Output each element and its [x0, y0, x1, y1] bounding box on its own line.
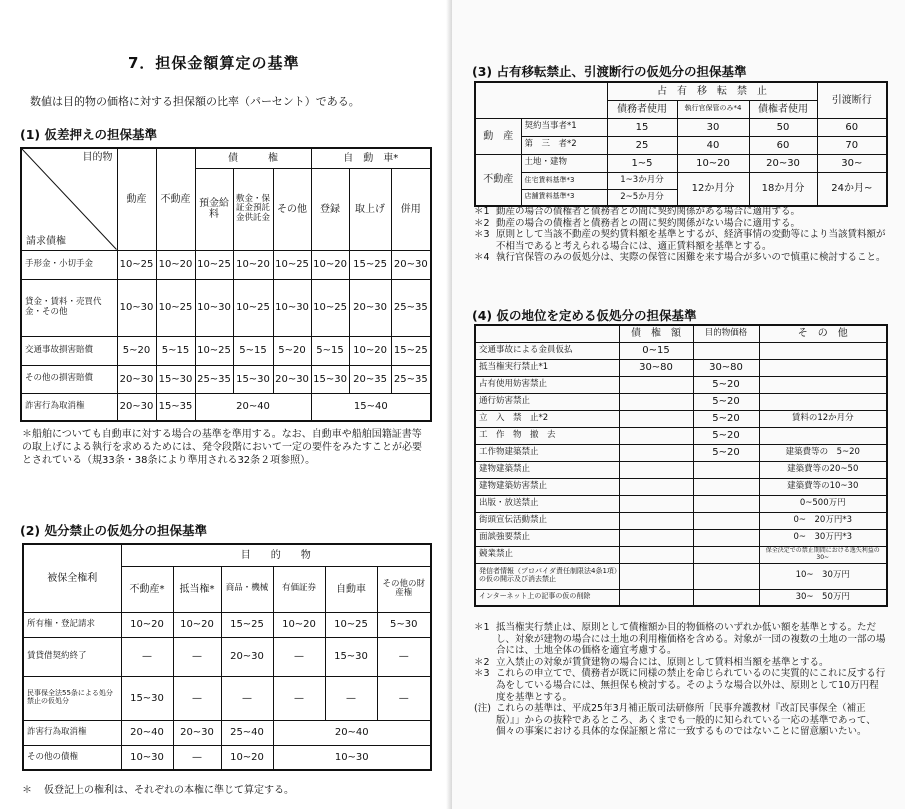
row-label: 占有使用妨害禁止 — [475, 376, 619, 393]
table-row — [475, 444, 887, 461]
cell — [619, 444, 693, 461]
header-col: 有価証券 — [273, 566, 325, 612]
table-row — [21, 250, 431, 279]
header-toroku: 登録 — [311, 168, 349, 250]
cell: 30 — [677, 118, 749, 136]
cell: 0~ 30万円*3 — [759, 529, 887, 546]
section4-heading: (4) 仮の地位を定める仮処分の担保基準 — [472, 308, 697, 323]
section4-notes — [474, 622, 886, 738]
header-sonota: その他 — [273, 168, 311, 250]
cell: 70 — [817, 136, 887, 154]
header-yokin: 預金給料 — [195, 168, 233, 250]
cell: 40 — [677, 136, 749, 154]
table-row — [475, 342, 887, 359]
group-label-dosan: 動 産 — [475, 118, 521, 154]
cell — [759, 427, 887, 444]
row-label: 手形金・小切手金 — [21, 250, 117, 279]
note-item — [474, 622, 886, 657]
header-hihozen: 被保全権利 — [23, 544, 121, 612]
cell: 18か月分 — [749, 172, 817, 206]
cell: 賃料の12か月分 — [759, 410, 887, 427]
table-row — [475, 461, 887, 478]
note-item — [474, 252, 886, 264]
note-text: 動産の場合の債権者と債務者との間に契約関係がある場合に適用する。 — [496, 206, 801, 217]
cell: 30~80 — [619, 359, 693, 376]
cell — [619, 393, 693, 410]
cell: 15 — [607, 118, 677, 136]
cell: 10~30 — [273, 279, 311, 336]
cell: 20~30 — [221, 637, 273, 676]
note-text: 執行官保管のみの仮処分は、実際の保管に困難を来す場合が多いので慎重に検討すること。 — [496, 252, 886, 264]
cell: 10~25 — [233, 279, 273, 336]
cell: — — [325, 676, 377, 720]
cell: 10~20 — [311, 250, 349, 279]
cell — [619, 410, 693, 427]
header-saiken: 債 権 — [195, 148, 311, 168]
table-row — [475, 393, 887, 410]
page-title: 7．担保金額算定の基準 — [128, 54, 300, 72]
cell: 25~35 — [391, 365, 431, 393]
table-row — [23, 637, 431, 676]
table-row — [21, 336, 431, 365]
cell — [619, 495, 693, 512]
header-col: 商品・機械 — [221, 566, 273, 612]
cell: — — [221, 676, 273, 720]
cell: 10~20 — [349, 336, 391, 365]
cell — [693, 563, 759, 589]
cell: 5~20 — [693, 393, 759, 410]
cell — [693, 589, 759, 606]
cell: 5~15 — [156, 336, 195, 365]
note-item — [474, 657, 886, 669]
cell — [693, 529, 759, 546]
row-label: 賃貸借契約終了 — [23, 637, 121, 676]
cell — [619, 427, 693, 444]
cell — [759, 393, 887, 410]
section1-heading: (1) 仮差押えの担保基準 — [20, 127, 157, 142]
header-mokuteki: 目的物価格 — [693, 325, 759, 342]
cell: 10~ 30万円 — [759, 563, 887, 589]
header-dosan: 動産 — [117, 148, 156, 250]
note-mark: (注) — [474, 703, 491, 715]
cell: 10~30 — [117, 279, 156, 336]
cell: 10~25 — [117, 250, 156, 279]
cell: 2~5か月分 — [607, 189, 677, 206]
cell — [693, 512, 759, 529]
corner-top-label: 目的物 — [82, 152, 113, 163]
cell: 10~25 — [195, 336, 233, 365]
cell: 20~30 — [117, 393, 156, 421]
corner-cell — [475, 325, 619, 342]
row-label: 通行妨害禁止 — [475, 393, 619, 410]
cell: 20~40 — [195, 393, 311, 421]
table-row — [475, 172, 887, 189]
header-toriage: 取上げ — [349, 168, 391, 250]
section2-note — [22, 784, 430, 797]
cell: 20~40 — [273, 720, 431, 745]
table-row — [475, 563, 887, 589]
cell: 30~ — [817, 154, 887, 172]
cell — [693, 461, 759, 478]
row-label: 民事保全法55条による処分禁止の仮処分 — [23, 676, 121, 720]
cell: 保全決定での禁止期間における逸失利益の30~ — [759, 546, 887, 563]
table-row — [21, 279, 431, 336]
row-label: 店舗賃料基準*3 — [521, 189, 607, 206]
header-fudosan: 不動産 — [156, 148, 195, 250]
disposition-prohibition-table — [22, 543, 432, 771]
cell: — — [273, 637, 325, 676]
cell: 20~30 — [349, 279, 391, 336]
cell: 25~40 — [221, 720, 273, 745]
table-row — [475, 154, 887, 172]
table-row — [23, 612, 431, 637]
note-text: 仮登記上の権利は、それぞれの本権に準じて算定する。 — [44, 785, 294, 796]
corner-cell — [21, 148, 117, 250]
section3-heading: (3) 占有移転禁止、引渡断行の仮処分の担保基準 — [472, 64, 747, 79]
note-item — [474, 668, 886, 703]
cell: 15~40 — [311, 393, 431, 421]
note-text: 動産の場合の債権者と債務者との間に契約関係がない場合に適用する。 — [496, 217, 801, 229]
possession-transfer-table — [474, 81, 888, 207]
row-label: 発信者情報（プロバイダ責任制限法4条1項）の仮の開示及び消去禁止 — [475, 563, 619, 589]
cell: 10~25 — [325, 612, 377, 637]
note-mark: ＊3 — [474, 668, 490, 680]
cell — [693, 546, 759, 563]
row-label: 建物建築妨害禁止 — [475, 478, 619, 495]
cell: 20~35 — [349, 365, 391, 393]
cell: 10~20 — [221, 745, 273, 770]
cell — [619, 546, 693, 563]
cell: 30~ 50万円 — [759, 589, 887, 606]
cell: 10~25 — [311, 279, 349, 336]
note-text: これらの申立てで、債務者が既に同様の禁止を命じられているのに実質的にこれに反する行為をしている場合には、無担保も検討する。そのような場合以外は、原則として10万円程度を基準とする。 — [496, 668, 886, 703]
cell: 10~25 — [156, 279, 195, 336]
note-mark: ＊2 — [474, 656, 490, 668]
table-row — [475, 478, 887, 495]
cell: 建築費等の20~50 — [759, 461, 887, 478]
note-item — [474, 229, 886, 252]
cell: 10~20 — [156, 250, 195, 279]
cell: 5~20 — [273, 336, 311, 365]
provisional-status-table — [474, 324, 888, 607]
cell: 1~3か月分 — [607, 172, 677, 189]
row-label: その他の損害賠償 — [21, 365, 117, 393]
cell: 25~35 — [195, 365, 233, 393]
note-mark: ＊3 — [474, 229, 490, 241]
cell: 5~20 — [117, 336, 156, 365]
row-label: 交通事故損害賠償 — [21, 336, 117, 365]
cell: 5~20 — [693, 427, 759, 444]
cell — [693, 478, 759, 495]
cell: 15~25 — [349, 250, 391, 279]
cell: 建築費等の10~30 — [759, 478, 887, 495]
cell — [619, 589, 693, 606]
row-label: 街頭宣伝活動禁止 — [475, 512, 619, 529]
cell: 24か月~ — [817, 172, 887, 206]
lead-text: 数値は目的物の価格に対する担保額の比率（パーセント）である。 — [30, 95, 360, 108]
row-label: 住宅賃料基準*3 — [521, 172, 607, 189]
cell: — — [377, 676, 431, 720]
note-text: 立入禁止の対象が賃貸建物の場合には、原則として賃料相当額を基準とする。 — [496, 656, 829, 668]
cell: 建築費等の 5~20 — [759, 444, 887, 461]
header-col: 不動産* — [121, 566, 173, 612]
table-row — [23, 676, 431, 720]
row-label: 所有権・登記請求 — [23, 612, 121, 637]
row-label: 建物建築禁止 — [475, 461, 619, 478]
cell — [759, 359, 887, 376]
header-saikensha: 債権者使用 — [749, 100, 817, 118]
header-jidosha: 自 動 車* — [311, 148, 431, 168]
corner-bottom-label: 請求債権 — [26, 235, 66, 247]
cell: 50 — [749, 118, 817, 136]
cell: 10~20 — [677, 154, 749, 172]
row-label: 貸金・賃料・売買代金・その他 — [21, 279, 117, 336]
cell: — — [173, 676, 221, 720]
section2-heading: (2) 処分禁止の仮処分の担保基準 — [20, 523, 207, 538]
cell: 10~20 — [233, 250, 273, 279]
table-row — [23, 720, 431, 745]
table-row — [475, 512, 887, 529]
corner-cell — [475, 82, 607, 118]
cell: 15~25 — [391, 336, 431, 365]
note-item — [474, 703, 886, 738]
row-label: その他の債権 — [23, 745, 121, 770]
row-label: 詐害行為取消権 — [21, 393, 117, 421]
cell: 20~30 — [749, 154, 817, 172]
cell: 25 — [607, 136, 677, 154]
row-label: 交通事故による金員仮払 — [475, 342, 619, 359]
cell: 20~40 — [121, 720, 173, 745]
cell: 5~20 — [693, 410, 759, 427]
row-label: 立 入 禁 止*2 — [475, 410, 619, 427]
cell — [759, 376, 887, 393]
cell: 10~20 — [173, 612, 221, 637]
table-row — [475, 376, 887, 393]
cell: 5~15 — [233, 336, 273, 365]
cell: 60 — [749, 136, 817, 154]
header-saimusha: 債務者使用 — [607, 100, 677, 118]
table-row — [475, 427, 887, 444]
row-label: 工作物建築禁止 — [475, 444, 619, 461]
cell: 20~30 — [117, 365, 156, 393]
header-heiyo: 併用 — [391, 168, 431, 250]
cell: 5~20 — [693, 444, 759, 461]
row-label: 土地・建物 — [521, 154, 607, 172]
cell: 60 — [817, 118, 887, 136]
row-label: 面談強要禁止 — [475, 529, 619, 546]
provisional-attachment-table — [20, 147, 432, 422]
table-row — [475, 359, 887, 376]
note-mark: ＊1 — [474, 622, 490, 633]
cell: 10~30 — [195, 279, 233, 336]
table-row — [475, 136, 887, 154]
row-label: インターネット上の記事の仮の削除 — [475, 589, 619, 606]
cell: 25~35 — [391, 279, 431, 336]
note-mark: ＊4 — [474, 252, 490, 264]
left-page — [0, 0, 452, 809]
table-row — [23, 745, 431, 770]
row-label: 第 三 者*2 — [521, 136, 607, 154]
cell: 20~30 — [173, 720, 221, 745]
header-mokuteki: 目 的 物 — [121, 544, 431, 566]
cell: 15~30 — [311, 365, 349, 393]
header-kingin: 敷金・保証金預託金供託金 — [233, 168, 273, 250]
cell: 0~ 20万円*3 — [759, 512, 887, 529]
row-label: 詐害行為取消権 — [23, 720, 121, 745]
header-col: 自動車 — [325, 566, 377, 612]
header-col: 抵当権* — [173, 566, 221, 612]
table-row — [475, 495, 887, 512]
group-label-fudosan: 不動産 — [475, 154, 521, 206]
header-senyu: 占 有 移 転 禁 止 — [607, 82, 817, 100]
cell — [693, 342, 759, 359]
cell: 15~30 — [121, 676, 173, 720]
cell: 5~15 — [311, 336, 349, 365]
table-row — [475, 546, 887, 563]
cell: 15~30 — [325, 637, 377, 676]
header-sonota: そ の 他 — [759, 325, 887, 342]
cell: 5~30 — [377, 612, 431, 637]
cell: — — [173, 745, 221, 770]
cell: 10~20 — [121, 612, 173, 637]
header-shikkokan: 執行官保管のみ*4 — [677, 100, 749, 118]
cell: 10~25 — [273, 250, 311, 279]
row-label: 出版・放送禁止 — [475, 495, 619, 512]
note-mark: ＊2 — [474, 217, 490, 229]
table-row — [475, 118, 887, 136]
diagonal-line — [22, 149, 117, 250]
cell: 0~15 — [619, 342, 693, 359]
note-mark: ＊1 — [474, 206, 490, 217]
header-col: その他の財産権 — [377, 566, 431, 612]
cell: — — [173, 637, 221, 676]
cell: — — [273, 676, 325, 720]
table-row — [475, 589, 887, 606]
note-item — [474, 206, 886, 218]
table-row — [475, 410, 887, 427]
note-item — [474, 218, 886, 230]
note-text: 原則として当該不動産の契約賃料額を基準とするが、経済事情の変動等により当該賃料額が不相当であると考えられる場合には、適正賃料額を基準とする。 — [496, 229, 886, 252]
table-row — [475, 529, 887, 546]
cell: 15~25 — [221, 612, 273, 637]
cell: 15~30 — [233, 365, 273, 393]
cell: — — [121, 637, 173, 676]
right-page — [452, 0, 905, 809]
cell — [619, 461, 693, 478]
cell: — — [377, 637, 431, 676]
note-text: これらの基準は、平成25年3月補正版司法研修所「民事弁護教材『改訂民事保全（補正版）』」からの抜粋であるところ、あくまでも一般的に知られている一応の基準であって、個々の事案における具体的な保証額と常に一致するものではないことに留意願いたい。 — [496, 703, 876, 738]
cell: 15~35 — [156, 393, 195, 421]
cell — [759, 342, 887, 359]
cell: 10~20 — [273, 612, 325, 637]
section3-notes — [474, 206, 886, 264]
cell — [693, 495, 759, 512]
cell: 10~30 — [121, 745, 173, 770]
cell — [619, 512, 693, 529]
cell — [619, 529, 693, 546]
cell — [619, 478, 693, 495]
table-row — [21, 393, 431, 421]
row-label: 工 作 物 撤 去 — [475, 427, 619, 444]
cell: 20~30 — [391, 250, 431, 279]
header-hikiwatashi: 引渡断行 — [817, 82, 887, 118]
table-row — [21, 365, 431, 393]
cell: 5~20 — [693, 376, 759, 393]
cell: 20~30 — [273, 365, 311, 393]
note-mark: ＊ — [22, 785, 32, 796]
cell: 1~5 — [607, 154, 677, 172]
cell — [619, 563, 693, 589]
note-text: 抵当権実行禁止は、原則として債権額か目的物価格のいずれか低い額を基準とする。ただし、対象が建物の場合には土地の利用権価格を含める。対象が一団の複数の土地の一部の場合には、土地全体の価格を適宜考慮する。 — [496, 622, 886, 657]
cell: 10~25 — [195, 250, 233, 279]
cell: 30~80 — [693, 359, 759, 376]
header-saiken: 債 権 額 — [619, 325, 693, 342]
section1-note: ＊船舶についても自動車に対する場合の基準を準用する。なお、自動車や船舶国籍証書等の取上げによる執行を求めるためには、発令段階において一定の要件をみたすことが必要とされている（規33条・38条により準用される32条２項参照）。 — [22, 429, 422, 466]
row-label: 抵当権実行禁止*1 — [475, 359, 619, 376]
cell: 0~500万円 — [759, 495, 887, 512]
row-label: 競業禁止 — [475, 546, 619, 563]
cell: 12か月分 — [677, 172, 749, 206]
cell: 10~30 — [273, 745, 431, 770]
cell: 15~30 — [156, 365, 195, 393]
cell — [619, 376, 693, 393]
row-label: 契約当事者*1 — [521, 118, 607, 136]
